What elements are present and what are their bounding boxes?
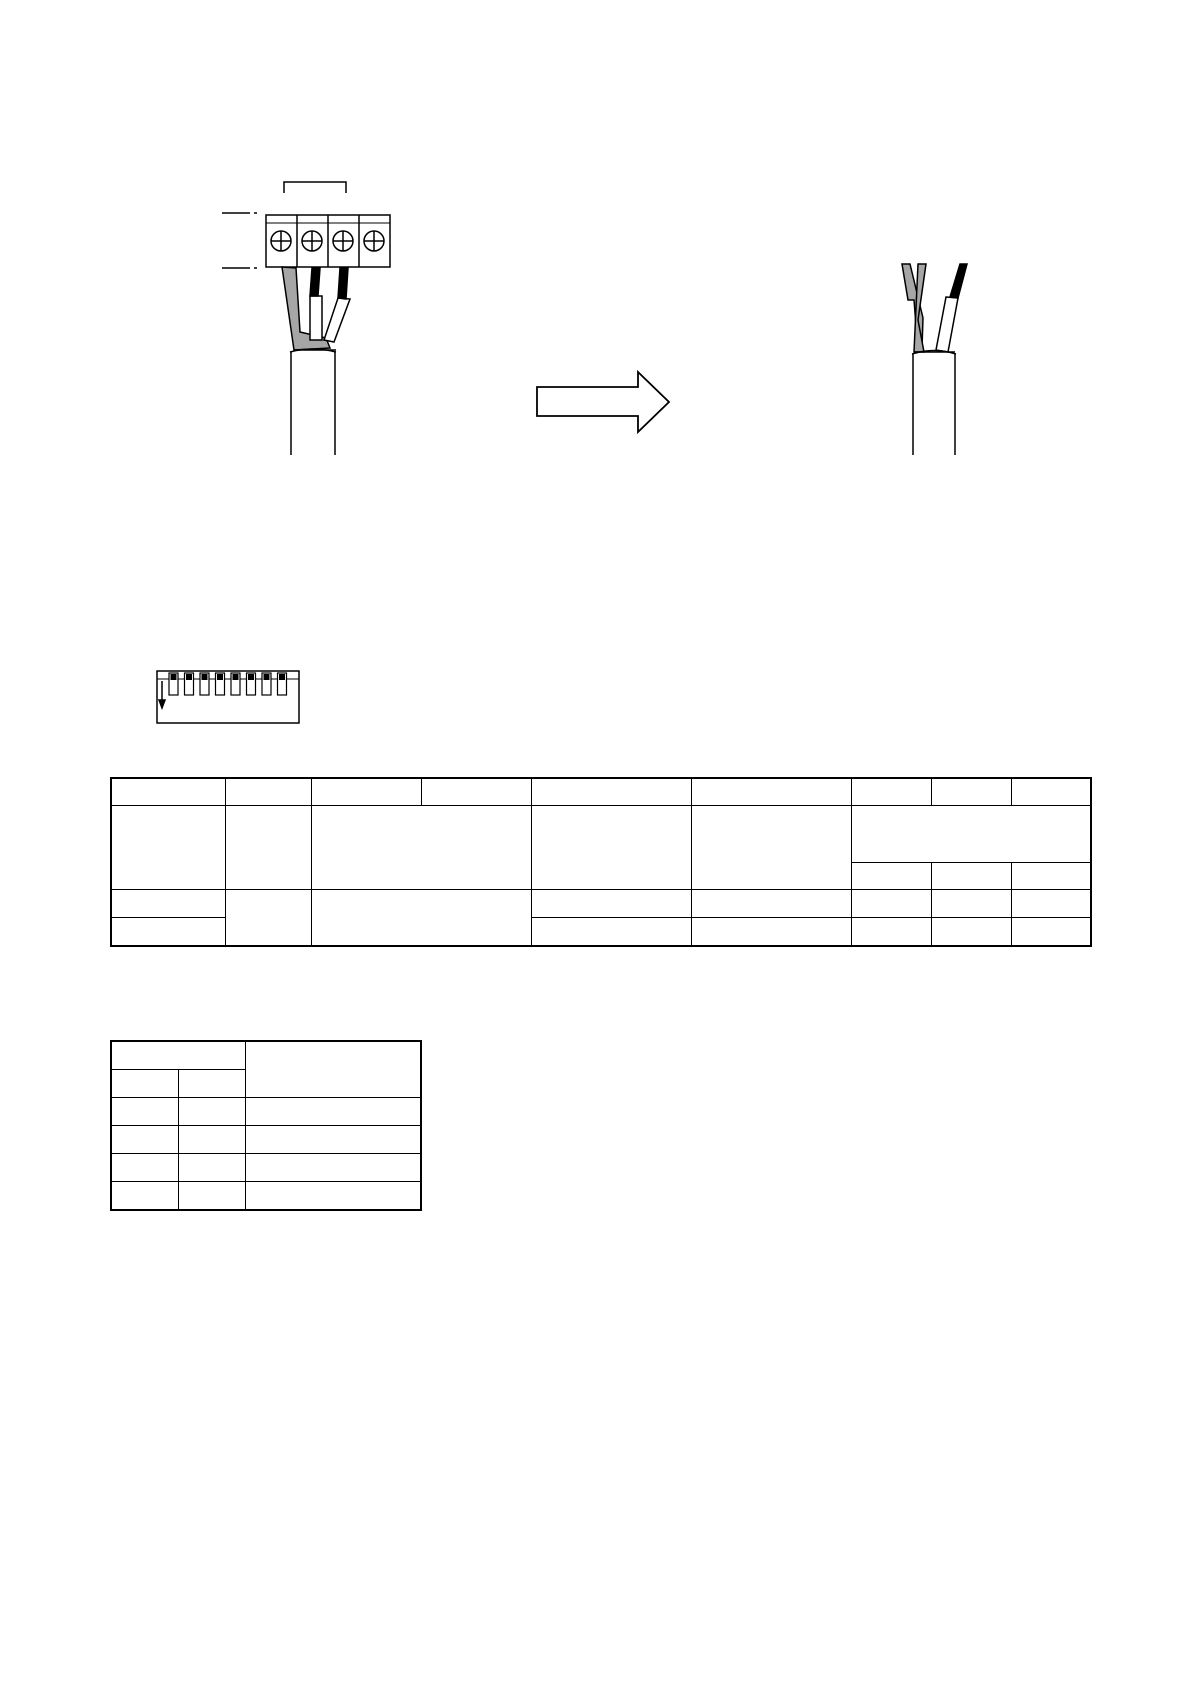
terminal-bracket	[284, 182, 346, 193]
table-cell	[691, 806, 851, 890]
cable-right	[902, 264, 967, 455]
cable-left	[282, 267, 350, 455]
plus-screw-icon	[364, 231, 384, 251]
dip-switch-slot	[247, 673, 256, 695]
table-cell	[111, 1182, 178, 1211]
dip-switch-slot	[262, 673, 271, 695]
dip-switch-slot	[169, 673, 178, 695]
table-row	[111, 1154, 421, 1182]
table-cell	[931, 863, 1011, 890]
wiring-illustration	[0, 0, 1190, 470]
plus-screw-icon	[271, 231, 291, 251]
table-cell	[178, 1182, 245, 1211]
dip-switch-knob	[217, 674, 223, 680]
dip-switch-slot	[231, 673, 240, 695]
table-row	[111, 1182, 421, 1211]
table-row	[111, 778, 1091, 806]
table-cell	[178, 1070, 245, 1098]
table-cell	[851, 778, 931, 806]
settings-table	[110, 777, 1092, 947]
table-cell	[531, 778, 691, 806]
table-row	[111, 1126, 421, 1154]
table-cell	[111, 1041, 245, 1070]
table-cell	[111, 890, 225, 918]
table-cell	[111, 1154, 178, 1182]
table-cell	[931, 778, 1011, 806]
dip-switch-icon	[157, 671, 299, 723]
table-cell	[111, 918, 225, 947]
table-cell	[111, 778, 225, 806]
table-cell	[851, 890, 931, 918]
table-cell	[178, 1154, 245, 1182]
switch-table	[110, 1040, 422, 1211]
table-cell	[931, 918, 1011, 947]
table-cell	[245, 1126, 421, 1154]
table-cell	[311, 806, 531, 890]
dip-switch-knob	[186, 674, 192, 680]
dip-switch-knob	[233, 674, 239, 680]
plus-screw-icon	[302, 231, 322, 251]
table-cell	[531, 890, 691, 918]
table-cell	[311, 778, 421, 806]
table-cell	[111, 806, 225, 890]
dip-switch-knob	[171, 674, 177, 680]
table-cell	[178, 1126, 245, 1154]
table-cell	[111, 1126, 178, 1154]
table-cell	[245, 1041, 421, 1098]
dip-switch-knob	[279, 674, 285, 680]
table-cell	[245, 1154, 421, 1182]
plus-screw-icon	[333, 231, 353, 251]
table-cell	[691, 918, 851, 947]
dip-switch-slot	[216, 673, 225, 695]
table-row	[111, 806, 1091, 863]
right-arrow-icon	[537, 372, 669, 432]
table-cell	[178, 1098, 245, 1126]
table-cell	[111, 1098, 178, 1126]
mounting-lines	[222, 213, 258, 268]
table-cell	[225, 806, 311, 890]
table-cell	[111, 1070, 178, 1098]
table-cell	[225, 890, 311, 947]
dip-switch-slot	[185, 673, 194, 695]
dip-switch-slot	[200, 673, 209, 695]
dip-switch-knob	[202, 674, 208, 680]
table-cell	[225, 778, 311, 806]
table-cell	[851, 863, 931, 890]
table-cell	[245, 1098, 421, 1126]
table-cell	[311, 890, 531, 947]
table-cell	[1011, 863, 1091, 890]
table-cell	[1011, 918, 1091, 947]
table-cell	[421, 778, 531, 806]
table-cell	[1011, 890, 1091, 918]
table-row	[111, 1098, 421, 1126]
table-row	[111, 890, 1091, 918]
table-cell	[1011, 778, 1091, 806]
table-cell	[691, 778, 851, 806]
table-cell	[531, 918, 691, 947]
table-cell	[851, 806, 1091, 863]
table-row	[111, 1041, 421, 1070]
table-cell	[245, 1182, 421, 1211]
table-cell	[851, 918, 931, 947]
table-cell	[531, 806, 691, 890]
dip-switch-knob	[264, 674, 270, 680]
dip-switch-knob	[248, 674, 254, 680]
dip-switch-slot	[278, 673, 287, 695]
table-cell	[931, 890, 1011, 918]
table-cell	[691, 890, 851, 918]
